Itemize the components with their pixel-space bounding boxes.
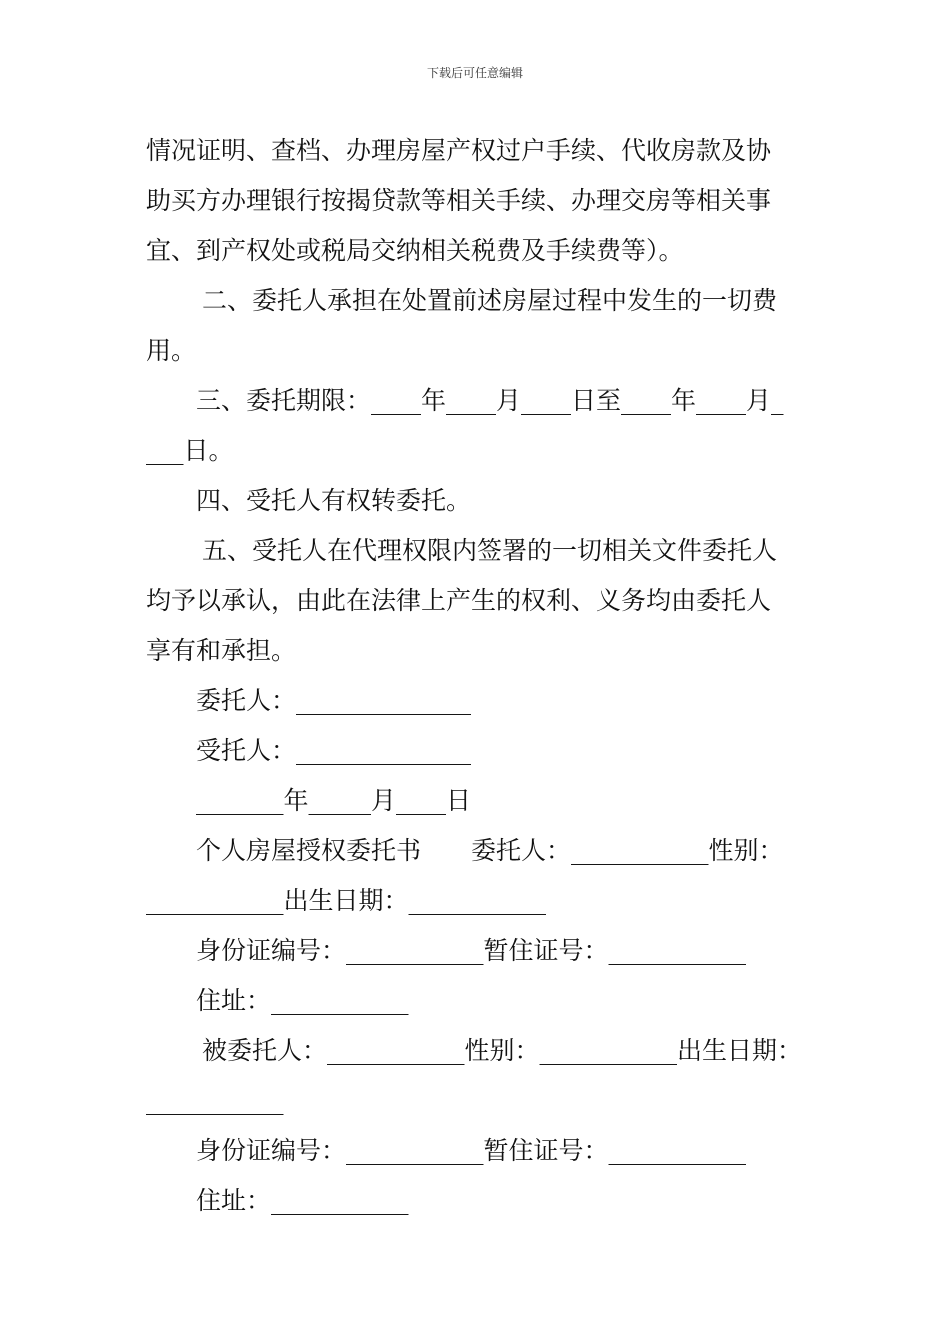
form-field-line: 住址：___________: [196, 1186, 409, 1215]
clause-three-line: 三、委托期限：____年____月____日至____年____月_: [196, 386, 784, 415]
paragraph-line: 情况证明、查档、办理房屋产权过户手续、代收房款及协: [146, 136, 772, 165]
clause-two-line: 二、委托人承担在处置前述房屋过程中发生的一切费: [202, 286, 778, 315]
form-title-line: [146, 826, 818, 876]
paragraph-line: 均予以承认，由此在法律上产生的权利、义务均由委托人: [146, 586, 772, 615]
date-line: _______年_____月____日: [196, 786, 472, 815]
clause-five-line: 五、受托人在代理权限内签署的一切相关文件委托人: [202, 536, 778, 565]
paragraph-line: 享有和承担。: [146, 636, 297, 665]
agent-signature-line: 受托人：______________: [196, 736, 472, 765]
principal-signature-line: 委托人：______________: [196, 686, 472, 715]
form-field-line: 身份证编号：___________暂住证号：___________: [196, 1136, 747, 1165]
form-field-line: 住址：___________: [196, 986, 409, 1015]
form-field-line: 身份证编号：___________暂住证号：___________: [196, 936, 747, 965]
paragraph-line: ___日。: [146, 436, 234, 465]
page-header: 下载后可任意编辑: [426, 66, 523, 80]
form-field-line: ___________出生日期：___________: [146, 886, 547, 915]
clause-four-line: 四、受托人有权转委托。: [196, 486, 472, 515]
paragraph-line: 宜、到产权处或税局交纳相关税费及手续费等）。: [146, 236, 684, 265]
document-body: [146, 126, 818, 1226]
form-field-line: ___________: [146, 1086, 284, 1115]
principal-field-label: 委托人：___________性别：: [471, 836, 784, 865]
paragraph-line: 用。: [146, 336, 197, 365]
form-title: 个人房屋授权委托书: [196, 836, 422, 865]
paragraph-line: 助买方办理银行按揭贷款等相关手续、办理交房等相关事: [146, 186, 772, 215]
form-field-line: 被委托人：___________性别：___________出生日期：: [202, 1036, 803, 1065]
